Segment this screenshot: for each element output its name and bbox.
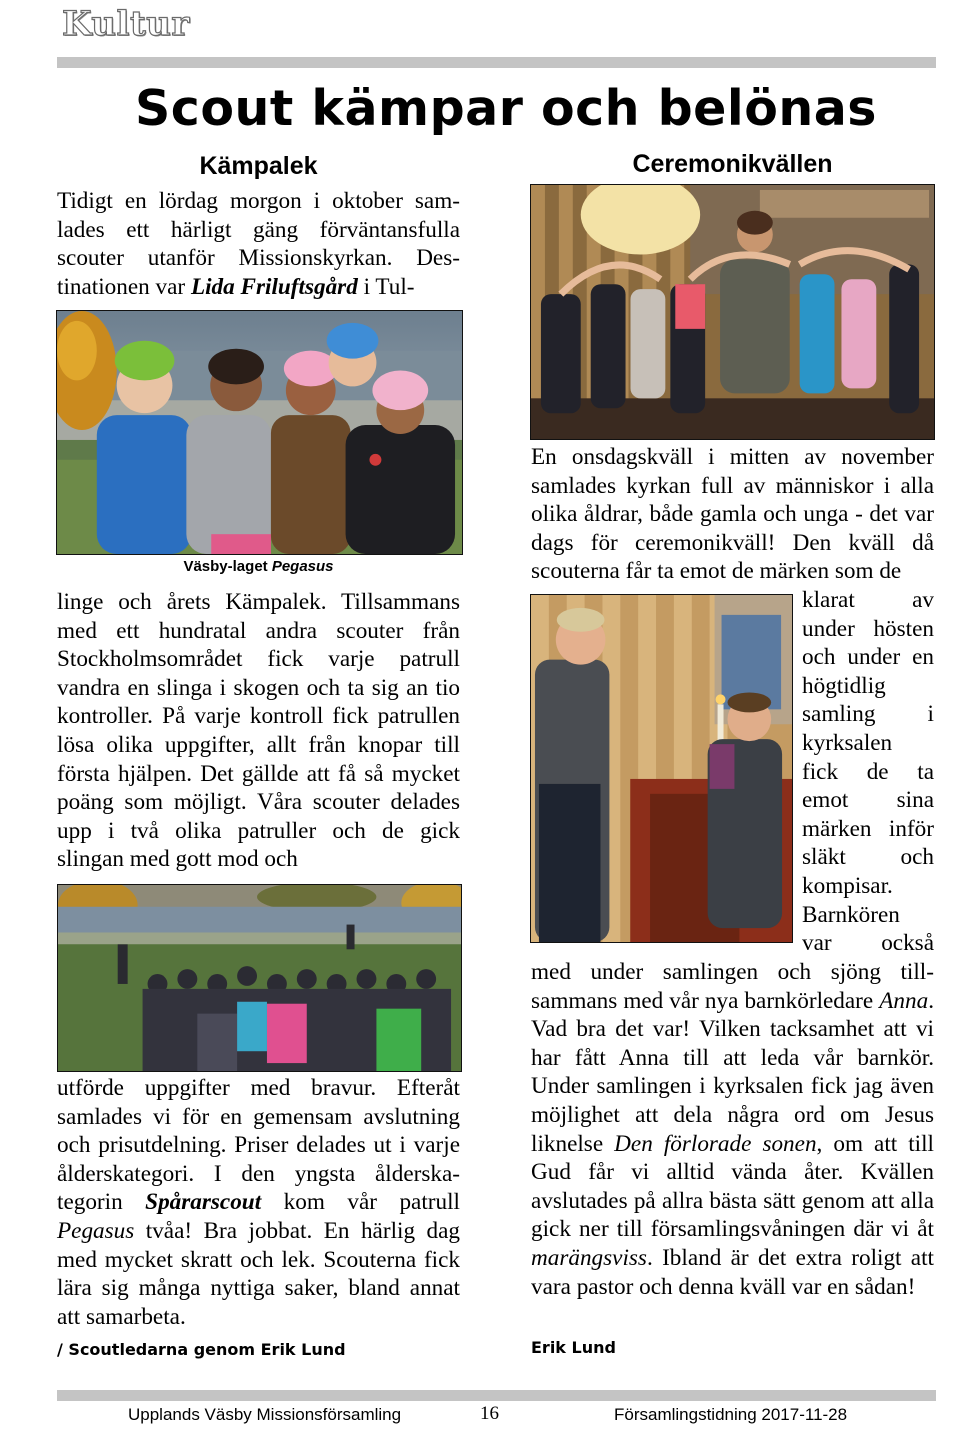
wrapped-text (802, 586, 934, 958)
photo-ceremony-circle (530, 184, 935, 440)
wrap-line: fick de ta (802, 758, 934, 785)
photo-scout-girls (56, 310, 463, 555)
wrap-line: under hösten (802, 615, 934, 642)
wrap-line: Barnkören (802, 901, 900, 928)
wrap-line: emot sina (802, 787, 934, 814)
left-byline: / Scoutledarna genom Erik Lund (57, 1340, 346, 1359)
wrap-line: klarat av (802, 587, 934, 613)
wrap-line: högtidlig (802, 672, 886, 699)
photo-scout-salute (530, 594, 793, 943)
wrap-line: var också (802, 930, 934, 957)
right-heading: Ceremonikvällen (632, 150, 833, 178)
age-class: Spårarscout (145, 1189, 262, 1216)
bottom-rule (57, 1390, 936, 1401)
left-paragraph-1: Tidigt en lördag morgon i oktober samlades ett härligt gäng förväntansfulla scouter utanför Missionskyrkan. Destinationen var Lida Friluftsgård i Tul- (57, 188, 460, 300)
left-heading: Kämpalek (199, 152, 318, 180)
photo-scouts-gathering (57, 884, 462, 1072)
top-rule (57, 57, 936, 68)
right-paragraph-1: En onsdagskväll i mitten av november samlades kyrkan full av människor i alla olika åldrar, både gamla och unga - det var dags för ceremonikväll! Den kväll då scouterna får ta emot de märken som de (531, 444, 934, 585)
left-paragraph-2: linge och årets Kämpalek. Tillsammans med ett hundratal andra scouter från Stockholmsområdet fick varje patrull vandra en slinga i skogen och ta sig an tio kontroller. På varje kontroll fick patrullen lösa olika uppgifter, allt från knopar till första hjälpen. Det gällde att få så mycket poäng som möjligt. Våra scouter delades upp i två olika patruller och de gick slingan med gott mod och (57, 589, 460, 873)
wrap-line: kompisar. (802, 872, 893, 899)
photo-caption: Väsby-laget Pegasus (183, 558, 334, 575)
footer-organization: Upplands Väsby Missionsförsamling (128, 1405, 402, 1424)
wrap-line: och under en (802, 644, 934, 671)
section-label: Kultur (62, 4, 190, 44)
right-byline: Erik Lund (531, 1338, 616, 1357)
left-paragraph-3: utförde uppgifter med bravur. Efteråt samlades vi för en gemensam avslutning och prisutdelning. Priser delades ut i varje ålderskategori. I den yngsta ålderskategorin Spårarscout kom vår patrull Pegasus tvåa! Bra jobbat. En härlig dag med mycket skratt och lek. Scouterna fick lära sig många nyttiga saker, bland annat att samarbeta. (57, 1075, 460, 1330)
place-name: Lida Friluftsgård (190, 273, 358, 300)
wrap-line: märken inför (802, 815, 934, 842)
wrap-line: samling i (802, 701, 934, 728)
wrap-line: släkt och (802, 844, 934, 871)
headline: Scout kämpar och belönas (135, 80, 877, 137)
page-number: 16 (480, 1403, 499, 1424)
wrap-line: kyrksalen (802, 729, 893, 756)
right-paragraph-3: med under samlingen och sjöng tillsammans med vår nya barnkörledare Anna. Vad bra det var! Vilken tacksamhet att vi har fått Anna till att leda vår barnkör. Under samlingen i kyrksalen fick jag även möjlighet att dela några ord om Jesus liknelse Den förlorade sonen, om att till Gud får vi alltid vända åter. Kvällen avslutades på allra bästa sätt genom att alla gick ner till församlingsvåningen där vi åt marängsviss. Ibland är det extra roligt att vara pastor och denna kväll var en sådan! (531, 959, 935, 1300)
footer-issue: Församlingstidning 2017-11-28 (614, 1405, 848, 1424)
